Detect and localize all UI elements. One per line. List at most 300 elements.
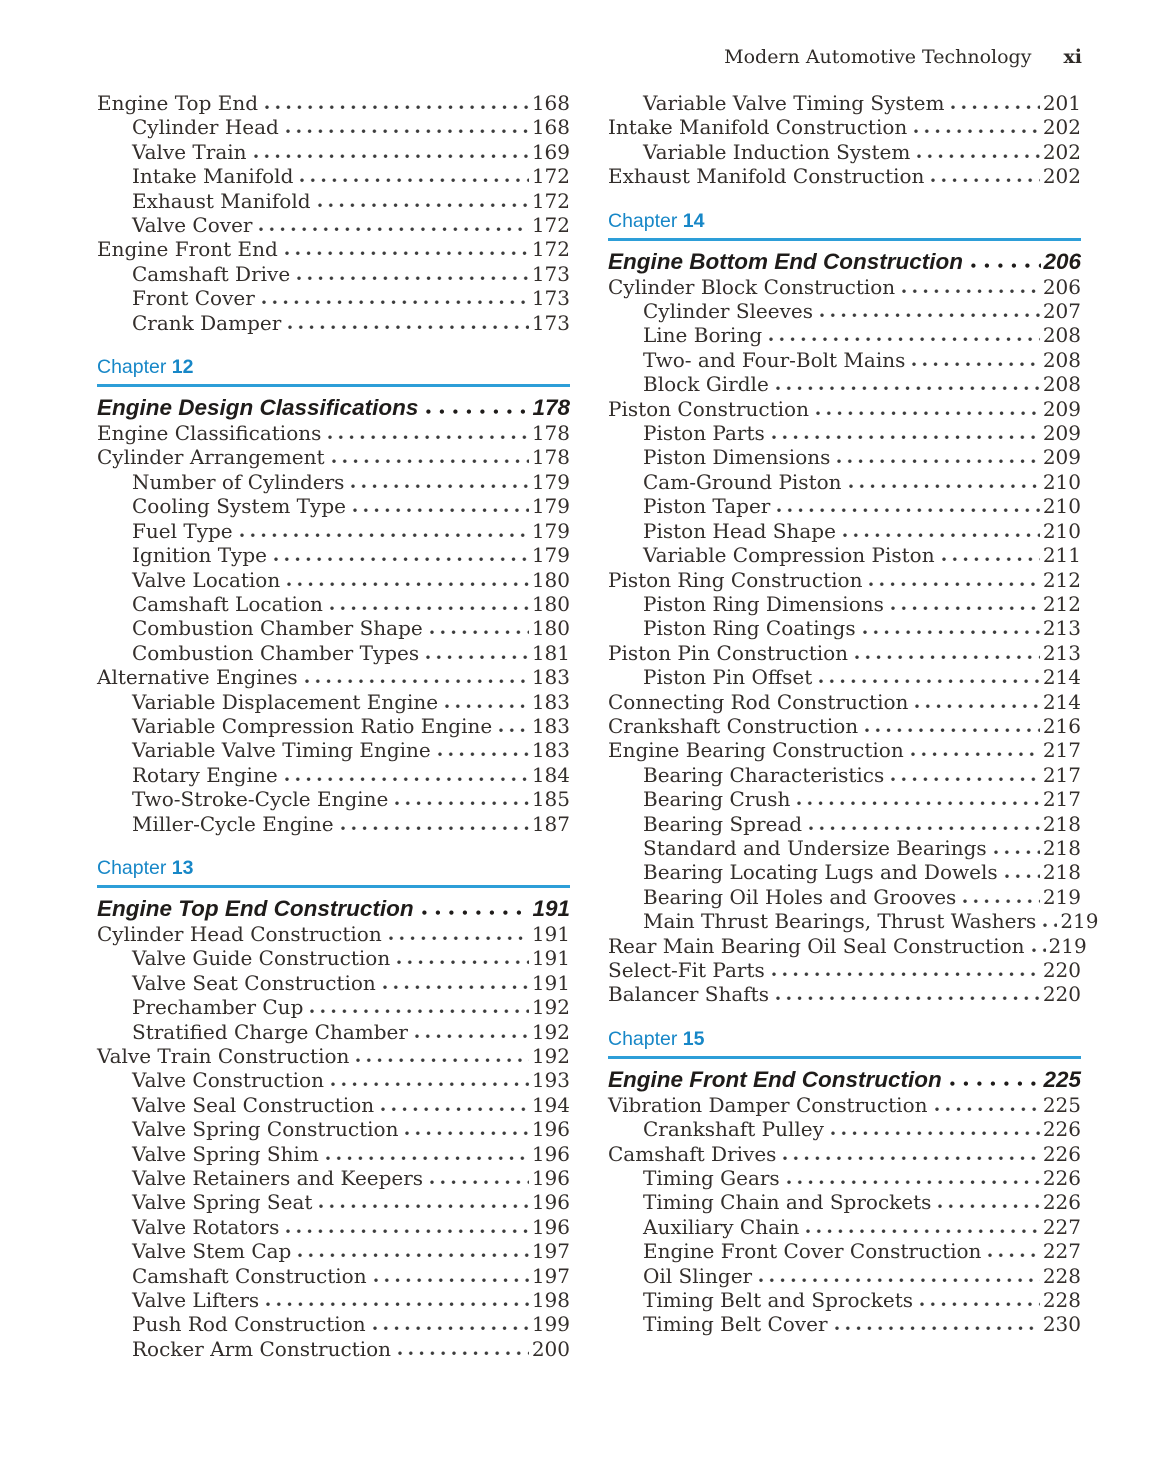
chapter-title-entry <box>608 1067 1081 1093</box>
entry-page-number: 196 <box>531 1214 570 1239</box>
dot-leader <box>310 1009 528 1014</box>
entry-label: Timing Belt and Sprockets <box>643 1288 913 1313</box>
entry-label: Bearing Characteristics <box>643 762 885 787</box>
entry-page-number: 208 <box>1042 347 1081 372</box>
dot-leader <box>398 1351 529 1356</box>
toc-entry <box>97 519 570 543</box>
dot-leader <box>426 655 529 660</box>
dot-leader <box>426 409 530 415</box>
entry-label: Alternative Engines <box>97 665 298 690</box>
dot-leader <box>776 386 1040 391</box>
dot-leader <box>950 1081 1042 1087</box>
entry-label: Push Rod Construction <box>132 1312 366 1337</box>
dot-leader <box>397 960 529 965</box>
toc-entry <box>608 812 1081 836</box>
entry-label: Select-Fit Parts <box>608 958 765 982</box>
dot-leader <box>351 484 528 489</box>
entry-label: Valve Spring Shim <box>132 1141 319 1166</box>
toc-entry <box>608 982 1081 1006</box>
entry-label: Exhaust Manifold <box>132 188 311 213</box>
chapter-word: Chapter <box>97 856 172 879</box>
toc-entry <box>608 958 1081 982</box>
toc-entry <box>97 1166 570 1190</box>
entry-page-number: 192 <box>531 1044 570 1068</box>
entry-page-number: 183 <box>531 713 570 738</box>
chapter-word: Chapter <box>608 209 683 232</box>
entry-label: Valve Spring Seat <box>132 1190 313 1215</box>
entry-page-number: 183 <box>531 665 570 690</box>
chapter-word: Chapter <box>97 356 172 379</box>
entry-label: Line Boring <box>643 323 763 348</box>
entry-label: Ignition Type <box>132 543 267 568</box>
toc-column-2 <box>608 91 1099 1361</box>
entry-label: Valve Location <box>132 567 281 592</box>
dot-leader <box>849 484 1040 489</box>
dot-leader <box>772 972 1040 977</box>
toc-entry <box>608 1288 1081 1312</box>
entry-page-number: 197 <box>531 1239 570 1264</box>
toc-entry <box>97 641 570 665</box>
toc-entry <box>608 836 1081 860</box>
entry-label: Cylinder Block Construction <box>608 274 896 299</box>
toc-entry <box>97 140 570 164</box>
entry-label: Valve Spring Construction <box>132 1117 399 1142</box>
entry-page-number: 197 <box>531 1263 570 1288</box>
entry-page-number: 217 <box>1042 738 1081 763</box>
dot-leader <box>318 203 529 208</box>
dot-leader <box>783 1156 1039 1161</box>
dot-leader <box>300 178 528 183</box>
entry-label: Engine Front Cover Construction <box>643 1239 982 1264</box>
dot-leader <box>820 313 1040 318</box>
entry-page-number: 192 <box>531 995 570 1020</box>
entry-label: Variable Induction System <box>643 139 911 164</box>
toc-entry <box>97 1117 570 1141</box>
dot-leader <box>797 801 1039 806</box>
toc-entry <box>608 860 1081 884</box>
entry-label: Cylinder Head Construction <box>97 921 382 946</box>
entry-label: Auxiliary Chain <box>643 1214 800 1239</box>
toc-entry <box>97 714 570 738</box>
toc-entry <box>97 1264 570 1288</box>
toc-entry <box>97 616 570 640</box>
toc-entry <box>97 1239 570 1263</box>
toc-entry <box>608 1142 1081 1166</box>
entry-page-number: 211 <box>1042 543 1081 568</box>
dot-leader <box>405 1131 528 1136</box>
dot-leader <box>911 752 1040 757</box>
entry-page-number: 226 <box>1042 1117 1081 1142</box>
toc-entry <box>97 1312 570 1336</box>
dot-leader <box>445 704 529 709</box>
entry-label: Camshaft Drive <box>132 261 291 286</box>
dot-leader <box>831 1131 1040 1136</box>
toc-entry <box>97 995 570 1019</box>
dot-leader <box>843 533 1040 538</box>
toc-entry <box>97 1142 570 1166</box>
entry-label: Piston Ring Coatings <box>643 616 856 641</box>
entry-page-number: 198 <box>531 1288 570 1313</box>
entry-page-number: 173 <box>531 310 570 335</box>
dot-leader <box>265 105 529 110</box>
entry-label: Camshaft Construction <box>132 1263 367 1288</box>
entry-label: Cooling System Type <box>132 494 346 519</box>
entry-label: Intake Manifold <box>132 164 294 189</box>
toc-entry <box>608 592 1081 616</box>
entry-page-number: 179 <box>531 494 570 519</box>
entry-label: Engine Front End <box>97 237 278 262</box>
chapter-title-label: Engine Top End Construction <box>97 895 414 921</box>
toc-entry <box>608 1239 1081 1263</box>
entry-page-number: 226 <box>1042 1141 1081 1166</box>
entry-page-number: 214 <box>1042 665 1081 690</box>
chapter-heading <box>97 857 570 888</box>
toc-entry <box>608 690 1081 714</box>
dot-leader <box>915 704 1039 709</box>
entry-label: Piston Head Shape <box>643 518 836 543</box>
toc-entry <box>97 592 570 616</box>
toc-entry <box>97 1044 570 1068</box>
entry-page-number: 179 <box>531 543 570 568</box>
toc-entry <box>608 616 1081 640</box>
entry-page-number: 172 <box>531 213 570 238</box>
entry-label: Rotary Engine <box>132 762 278 787</box>
entry-label: Balancer Shafts <box>608 982 769 1007</box>
toc-entry <box>608 140 1081 164</box>
toc-entry <box>608 933 1087 958</box>
entry-label: Timing Gears <box>643 1166 780 1191</box>
dot-leader <box>1043 923 1057 928</box>
dot-leader <box>914 129 1040 134</box>
entry-page-number: 228 <box>1042 1263 1081 1288</box>
entry-page-number: 213 <box>1042 640 1081 665</box>
dot-leader <box>254 154 529 159</box>
entry-label: Cylinder Sleeves <box>643 299 813 324</box>
entry-label: Piston Pin Construction <box>608 640 849 665</box>
entry-label: Bearing Oil Holes and Grooves <box>643 884 957 909</box>
dot-leader <box>331 1082 529 1087</box>
toc-entry <box>97 311 570 335</box>
entry-label: Cylinder Head <box>132 115 279 140</box>
dot-leader <box>891 606 1040 611</box>
chapter-title-label: Engine Design Classifications <box>97 395 419 421</box>
dot-leader <box>912 362 1039 367</box>
toc-entry <box>97 922 570 946</box>
dot-leader <box>971 263 1041 269</box>
dot-leader <box>285 777 529 782</box>
toc-entry <box>608 421 1081 445</box>
entry-label: Combustion Chamber Types <box>132 640 420 665</box>
entry-label: Crankshaft Pulley <box>643 1117 824 1142</box>
dot-leader <box>297 276 529 281</box>
entry-label: Timing Belt Cover <box>643 1312 828 1337</box>
dot-leader <box>917 154 1040 159</box>
entry-label: Valve Construction <box>132 1068 324 1093</box>
entry-page-number: 210 <box>1042 518 1081 543</box>
entry-label: Crankshaft Construction <box>608 713 859 738</box>
entry-label: Engine Top End <box>97 91 259 115</box>
entry-page-number: 178 <box>532 395 570 421</box>
dot-leader <box>383 985 529 990</box>
chapter-heading <box>97 356 570 387</box>
entry-label: Prechamber Cup <box>132 995 304 1020</box>
dot-leader <box>332 459 529 464</box>
dot-leader <box>931 178 1039 183</box>
toc-entry <box>608 665 1081 689</box>
toc-entry <box>608 323 1081 347</box>
toc-entry <box>97 494 570 518</box>
entry-page-number: 185 <box>531 787 570 812</box>
dot-leader <box>285 251 529 256</box>
entry-page-number: 230 <box>1042 1312 1081 1337</box>
entry-label: Piston Ring Dimensions <box>643 591 884 616</box>
entry-page-number: 216 <box>1042 713 1081 738</box>
entry-page-number: 209 <box>1042 396 1081 421</box>
dot-leader <box>994 850 1040 855</box>
toc-entry <box>97 543 570 567</box>
toc-entry <box>608 1312 1081 1336</box>
toc-entry <box>608 1166 1081 1190</box>
dot-leader <box>438 752 529 757</box>
entry-page-number: 199 <box>531 1312 570 1337</box>
entry-label: Bearing Crush <box>643 787 791 812</box>
dot-leader <box>809 826 1040 831</box>
toc-entry <box>608 787 1081 811</box>
dot-leader <box>902 289 1040 294</box>
entry-label: Intake Manifold Construction <box>608 115 908 140</box>
entry-label: Camshaft Location <box>132 591 323 616</box>
entry-page-number: 202 <box>1042 164 1081 189</box>
entry-page-number: 196 <box>531 1166 570 1191</box>
entry-page-number: 184 <box>531 762 570 787</box>
dot-leader <box>835 1326 1040 1331</box>
entry-page-number: 218 <box>1042 835 1081 860</box>
entry-page-number: 208 <box>1042 323 1081 348</box>
toc-entry <box>97 946 570 970</box>
dot-leader <box>837 459 1039 464</box>
entry-page-number: 181 <box>531 640 570 665</box>
dot-leader <box>286 129 529 134</box>
entry-page-number: 219 <box>1048 933 1087 958</box>
entry-label: Valve Seal Construction <box>132 1092 375 1117</box>
toc-entry <box>608 115 1081 139</box>
dot-leader <box>389 936 529 941</box>
toc-entry <box>97 1337 570 1361</box>
chapter-title-entry <box>97 896 570 922</box>
entry-label: Engine Classifications <box>97 421 322 446</box>
dot-leader <box>341 826 529 831</box>
toc-entry <box>608 763 1081 787</box>
toc-entry <box>608 299 1081 323</box>
entry-label: Two-Stroke-Cycle Engine <box>132 787 389 812</box>
chapter-title-label: Engine Front End Construction <box>608 1066 942 1092</box>
dot-leader <box>374 1278 529 1283</box>
entry-page-number: 173 <box>531 286 570 311</box>
entry-label: Variable Valve Timing Engine <box>132 738 431 763</box>
entry-label: Oil Slinger <box>643 1263 753 1288</box>
entry-page-number: 191 <box>531 921 570 946</box>
toc-entry <box>608 543 1081 567</box>
entry-label: Front Cover <box>132 286 255 311</box>
dot-leader <box>266 1302 529 1307</box>
entry-page-number: 217 <box>1042 787 1081 812</box>
entry-page-number: 172 <box>531 188 570 213</box>
toc-entry <box>97 738 570 762</box>
entry-page-number: 210 <box>1042 494 1081 519</box>
entry-label: Bearing Locating Lugs and Dowels <box>643 860 998 885</box>
entry-label: Connecting Rod Construction <box>608 689 909 714</box>
entry-page-number: 178 <box>531 445 570 470</box>
entry-page-number: 210 <box>1042 469 1081 494</box>
entry-page-number: 225 <box>1042 1092 1081 1117</box>
dot-leader <box>772 435 1040 440</box>
entry-page-number: 218 <box>1042 860 1081 885</box>
toc-entry <box>97 568 570 592</box>
dot-leader <box>240 533 529 538</box>
entry-label: Variable Compression Ratio Engine <box>132 713 493 738</box>
dot-leader <box>381 1107 529 1112</box>
toc-entry <box>97 1288 570 1312</box>
entry-label: Combustion Chamber Shape <box>132 616 423 641</box>
dot-leader <box>787 1180 1040 1185</box>
entry-page-number: 228 <box>1042 1288 1081 1313</box>
toc-entry <box>97 1190 570 1214</box>
entry-label: Variable Valve Timing System <box>643 91 945 115</box>
toc-entry <box>97 1093 570 1117</box>
dot-leader <box>869 582 1039 587</box>
entry-label: Fuel Type <box>132 518 233 543</box>
entry-label: Vibration Damper Construction <box>608 1092 928 1117</box>
toc-entry <box>608 348 1081 372</box>
toc-entry <box>97 665 570 689</box>
entry-label: Crank Damper <box>132 310 282 335</box>
entry-label: Bearing Spread <box>643 811 803 836</box>
dot-leader <box>274 557 529 562</box>
entry-page-number: 191 <box>531 970 570 995</box>
toc-entry <box>608 1190 1081 1214</box>
toc-entry <box>97 115 570 139</box>
dot-leader <box>935 1107 1040 1112</box>
dot-leader <box>1032 948 1046 953</box>
toc-entry <box>608 1264 1081 1288</box>
entry-page-number: 193 <box>531 1068 570 1093</box>
entry-page-number: 183 <box>531 689 570 714</box>
entry-label: Cam-Ground Piston <box>643 469 842 494</box>
dot-leader <box>326 1156 529 1161</box>
entry-page-number: 178 <box>531 421 570 446</box>
dot-leader <box>422 910 531 916</box>
chapter-number: 12 <box>171 356 194 379</box>
chapter-title-entry <box>97 395 570 421</box>
entry-page-number: 196 <box>531 1141 570 1166</box>
entry-page-number: 212 <box>1042 591 1081 616</box>
entry-label: Engine Bearing Construction <box>608 738 904 763</box>
dot-leader <box>855 655 1040 660</box>
chapter-heading <box>608 1028 1081 1059</box>
entry-label: Valve Rotators <box>132 1214 280 1239</box>
toc-entry <box>608 909 1099 934</box>
entry-page-number: 227 <box>1042 1214 1081 1239</box>
entry-page-number: 209 <box>1042 445 1081 470</box>
chapter-number: 15 <box>682 1027 705 1050</box>
entry-page-number: 168 <box>531 91 570 115</box>
entry-label: Exhaust Manifold Construction <box>608 164 925 189</box>
toc-entry <box>608 397 1081 421</box>
entry-page-number: 183 <box>531 738 570 763</box>
toc-entry <box>608 1117 1081 1141</box>
entry-label: Stratified Charge Chamber <box>132 1019 408 1044</box>
toc-entry <box>97 189 570 213</box>
dot-leader <box>865 728 1040 733</box>
toc-entry <box>608 494 1081 518</box>
toc-entry <box>97 690 570 714</box>
entry-label: Block Girdle <box>643 372 769 397</box>
entry-page-number: 201 <box>1042 91 1081 115</box>
toc-entry <box>97 812 570 836</box>
dot-leader <box>353 508 529 513</box>
entry-label: Valve Train Construction <box>97 1044 350 1068</box>
entry-page-number: 226 <box>1042 1190 1081 1215</box>
toc-entry <box>608 519 1081 543</box>
toc-entry <box>97 1068 570 1092</box>
entry-page-number: 220 <box>1042 982 1081 1007</box>
toc-entry <box>608 885 1081 909</box>
entry-label: Valve Retainers and Keepers <box>132 1166 424 1191</box>
entry-label: Variable Compression Piston <box>643 543 935 568</box>
entry-page-number: 226 <box>1042 1166 1081 1191</box>
entry-label: Main Thrust Bearings, Thrust Washers <box>643 909 1037 934</box>
toc-entry <box>608 445 1081 469</box>
entry-label: Valve Seat Construction <box>132 970 376 995</box>
entry-label: Valve Cover <box>132 213 253 238</box>
dot-leader <box>920 1302 1040 1307</box>
toc-entry <box>608 738 1081 762</box>
entry-page-number: 225 <box>1043 1066 1081 1092</box>
dot-leader <box>319 1204 528 1209</box>
dot-leader <box>819 679 1040 684</box>
dot-leader <box>759 1278 1040 1283</box>
toc-entry <box>608 164 1081 188</box>
entry-label: Piston Construction <box>608 396 809 421</box>
entry-page-number: 208 <box>1042 372 1081 397</box>
entry-page-number: 214 <box>1042 689 1081 714</box>
entry-page-number: 180 <box>531 616 570 641</box>
toc-entry <box>608 275 1081 299</box>
dot-leader <box>942 557 1040 562</box>
entry-page-number: 206 <box>1043 248 1081 274</box>
toc-entry <box>97 91 570 115</box>
toc-entry <box>608 470 1081 494</box>
entry-page-number: 209 <box>1042 421 1081 446</box>
entry-page-number: 187 <box>531 811 570 836</box>
entry-page-number: 218 <box>1042 811 1081 836</box>
entry-page-number: 227 <box>1042 1239 1081 1264</box>
dot-leader <box>951 105 1039 110</box>
entry-page-number: 220 <box>1042 958 1081 982</box>
toc-entry <box>97 286 570 310</box>
entry-page-number: 173 <box>531 261 570 286</box>
entry-page-number: 206 <box>1042 274 1081 299</box>
dot-leader <box>328 435 528 440</box>
dot-leader <box>430 630 529 635</box>
dot-leader <box>305 679 529 684</box>
entry-label: Piston Parts <box>643 421 765 446</box>
entry-page-number: 179 <box>531 518 570 543</box>
chapter-word: Chapter <box>608 1027 683 1050</box>
dot-leader <box>430 1180 529 1185</box>
toc-entry <box>97 262 570 286</box>
entry-page-number: 217 <box>1042 762 1081 787</box>
